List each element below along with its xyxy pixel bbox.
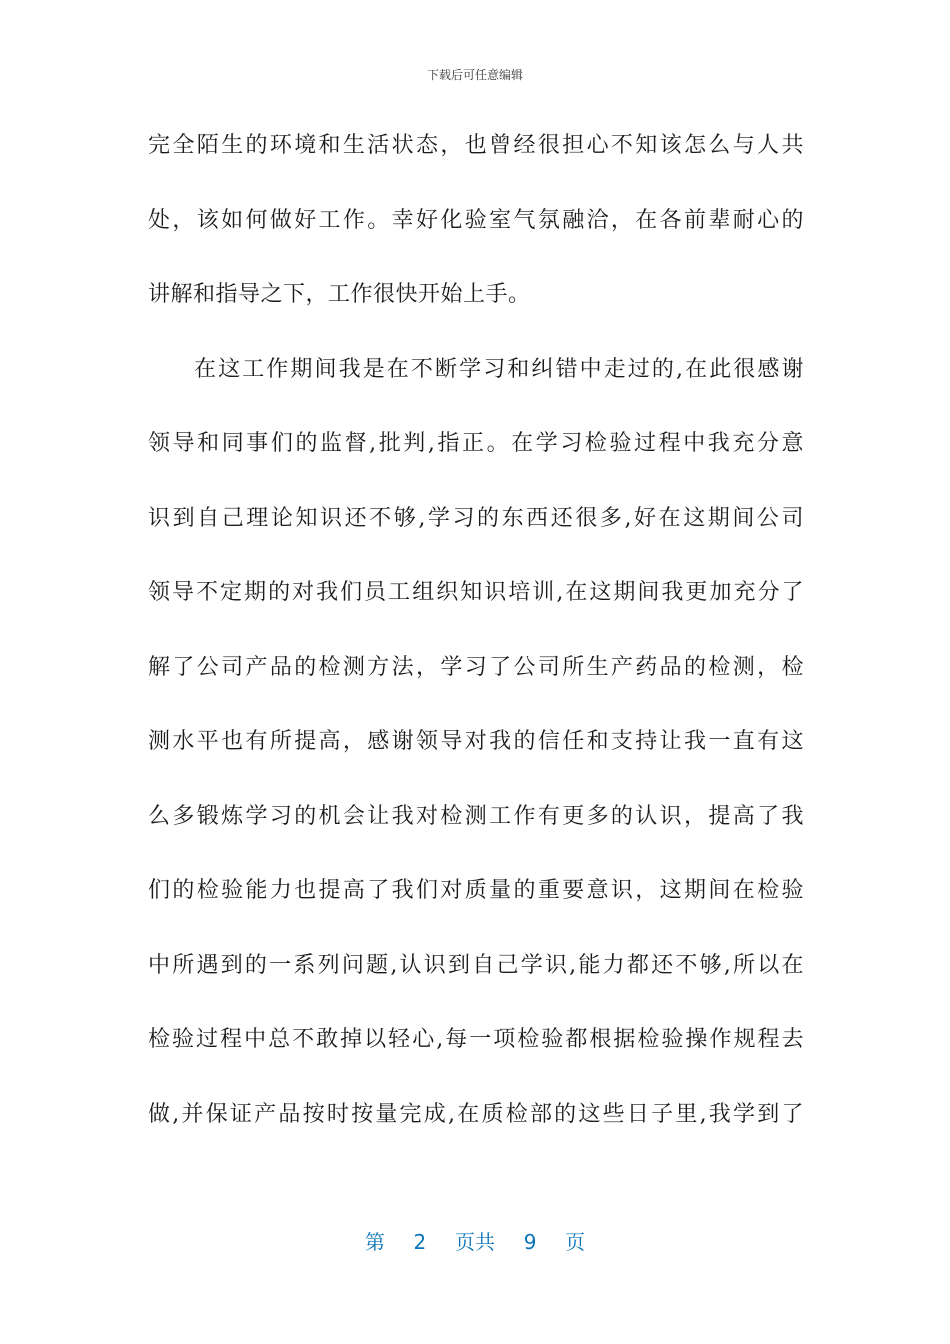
paragraph-line: 测水平也有所提高，感谢领导对我的信任和支持让我一直有这 [148, 729, 804, 754]
page-prefix: 第 [364, 1230, 385, 1254]
page-total: 9 [523, 1230, 537, 1254]
paragraph-line: 处，该如何做好工作。幸好化验室气氛融洽，在各前辈耐心的 [148, 207, 804, 233]
paragraph-line: 完全陌生的环境和生活状态，也曾经很担心不知该怎么与人共 [148, 133, 804, 158]
page-middle: 页共 [455, 1230, 495, 1254]
page-current: 2 [413, 1230, 427, 1254]
page-header-note: 下载后可任意编辑 [426, 68, 523, 82]
paragraph-line: 讲解和指导之下，工作很快开始上手。 [148, 282, 531, 307]
paragraph-line: 检验过程中总不敢掉以轻心,每一项检验都根据检验操作规程去 [148, 1027, 804, 1052]
paragraph-line: 解了公司产品的检测方法，学习了公司所生产药品的检测，检 [148, 654, 804, 680]
paragraph-line: 做,并保证产品按时按量完成,在质检部的这些日子里,我学到了 [148, 1101, 804, 1127]
paragraph-line: 中所遇到的一系列问题,认识到自己学识,能力都还不够,所以在 [148, 952, 804, 978]
paragraph-line: 领导和同事们的监督,批判,指正。在学习检验过程中我充分意 [148, 431, 804, 456]
paragraph-line: 在这工作期间我是在不断学习和纠错中走过的,在此很感谢 [194, 356, 804, 382]
paragraph-line: 么多锻炼学习的机会让我对检测工作有更多的认识，提高了我 [148, 803, 804, 829]
paragraph-line: 识到自己理论知识还不够,学习的东西还很多,好在这期间公司 [148, 505, 804, 531]
document-body [148, 120, 804, 1163]
paragraph-line: 领导不定期的对我们员工组织知识培训,在这期间我更加充分了 [148, 580, 804, 605]
page-suffix: 页 [565, 1230, 586, 1254]
paragraph-line: 们的检验能力也提高了我们对质量的重要意识，这期间在检验 [148, 878, 804, 903]
page-number-footer [0, 1226, 950, 1255]
